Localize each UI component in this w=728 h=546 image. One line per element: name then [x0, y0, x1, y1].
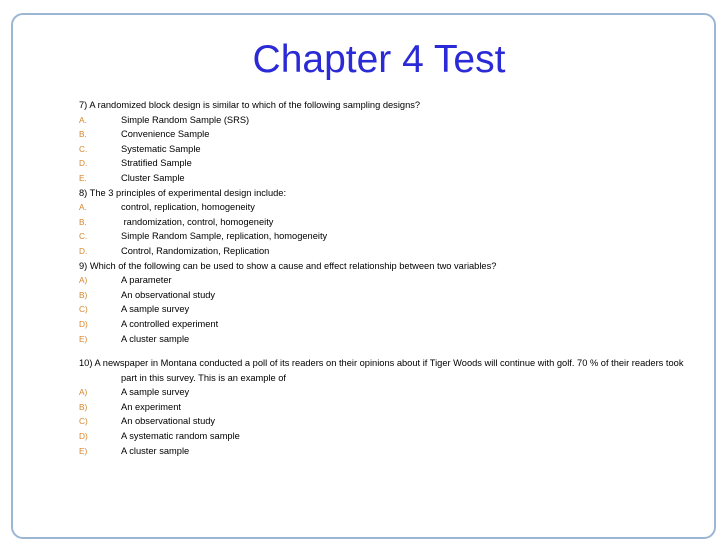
option-9e: [79, 332, 699, 347]
option-9b: [79, 288, 699, 303]
option-letter: A): [79, 387, 88, 398]
option-7c: [79, 142, 699, 157]
option-text: An observational study: [121, 416, 216, 427]
option-text: A sample survey: [121, 387, 190, 398]
option-letter: E): [79, 333, 88, 344]
option-8c: [79, 229, 699, 244]
option-letter: C): [79, 304, 88, 315]
question-7: 7) A randomized block design is similar to which of the following sampling designs?: [79, 100, 421, 110]
option-10c: [79, 414, 699, 429]
option-letter: A.: [79, 114, 87, 125]
option-letter: D): [79, 431, 88, 442]
option-text: Control, Randomization, Replication: [121, 245, 270, 256]
option-text: An observational study: [121, 289, 216, 300]
option-letter: D): [79, 318, 88, 329]
option-letter: C.: [79, 143, 88, 154]
question-10-line2: part in this survey. This is an example of: [121, 372, 287, 383]
option-7d: [79, 156, 699, 171]
option-8b: [79, 215, 699, 230]
option-text: Convenience Sample: [121, 129, 210, 140]
option-letter: B.: [79, 129, 87, 140]
option-text: Cluster Sample: [121, 172, 185, 183]
option-10b: [79, 400, 699, 415]
option-text: A sample survey: [121, 304, 190, 315]
option-letter: D.: [79, 158, 88, 169]
option-text: Simple Random Sample, replication, homogeneity: [121, 231, 328, 242]
option-10e: [79, 444, 699, 459]
option-text: A cluster sample: [121, 445, 190, 456]
option-7e: [79, 171, 699, 186]
option-9c: [79, 302, 699, 317]
option-8a: [79, 200, 699, 215]
question-10-line1: 10) A newspaper in Montana conducted a poll of its readers on their opinions about if Tiger Woods will continue with golf. 70 % of their readers took: [79, 358, 684, 369]
option-text: Stratified Sample: [121, 158, 192, 169]
option-7a: [79, 113, 699, 128]
option-text: A systematic random sample: [121, 431, 240, 442]
option-text: An experiment: [121, 401, 181, 412]
option-letter: E): [79, 445, 88, 456]
option-text: A cluster sample: [121, 333, 190, 344]
option-letter: B): [79, 401, 88, 412]
option-letter: A.: [79, 202, 87, 213]
option-text: Simple Random Sample (SRS): [121, 114, 250, 125]
option-10d: [79, 429, 699, 444]
slide-content: [79, 98, 699, 458]
slide-title: Chapter 4 Test: [252, 38, 506, 81]
option-10a: [79, 385, 699, 400]
option-letter: C.: [79, 231, 88, 242]
option-text: Systematic Sample: [121, 143, 201, 154]
option-9a: [79, 273, 699, 288]
question-9: 9) Which of the following can be used to show a cause and effect relationship between two variables?: [79, 260, 497, 271]
option-letter: D.: [79, 245, 88, 256]
option-letter: B): [79, 289, 88, 300]
option-text: control, replication, homogeneity: [121, 202, 255, 213]
option-letter: A): [79, 275, 88, 286]
question-10: [79, 356, 699, 385]
option-8d: [79, 244, 699, 259]
option-7b: [79, 127, 699, 142]
option-9d: [79, 317, 699, 332]
option-text: A parameter: [121, 275, 172, 286]
option-text: A controlled experiment: [121, 318, 219, 329]
option-text: randomization, control, homogeneity: [121, 216, 274, 227]
option-letter: C): [79, 416, 88, 427]
option-letter: E.: [79, 172, 87, 183]
option-letter: B.: [79, 216, 87, 227]
question-8: 8) The 3 principles of experimental design include:: [79, 187, 287, 198]
